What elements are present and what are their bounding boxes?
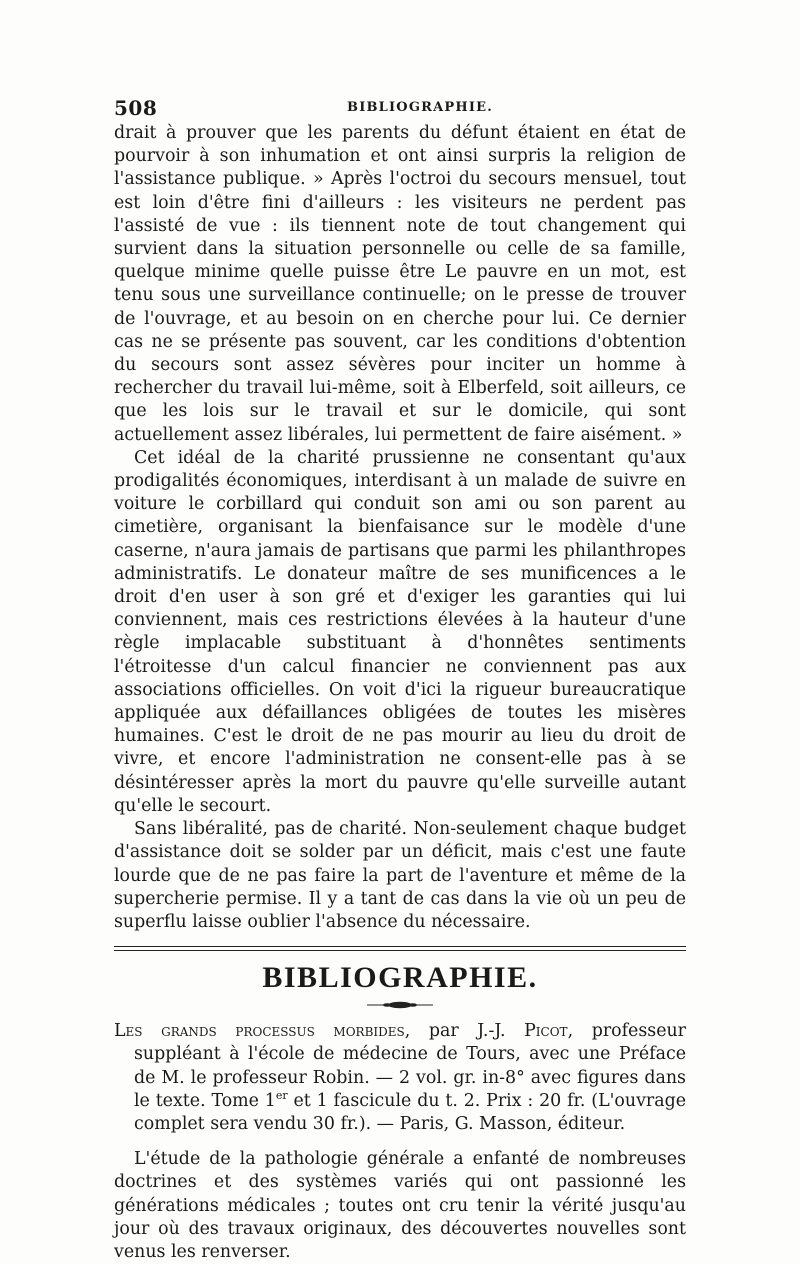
double-rule-divider	[114, 946, 686, 954]
section-title: BIBLIOGRAPHIE.	[262, 961, 538, 995]
book-title: Les grands processus morbides,	[114, 1021, 411, 1042]
running-head: BIBLIOGRAPHIE.	[347, 100, 493, 115]
rule-line-thin	[114, 950, 686, 951]
book-details-b: et 1 fascicule du t. 2. Prix : 20 fr. (L'ouvrage complet sera vendu 30 fr.). — Paris, G. Masson, éditeur.	[134, 1090, 686, 1134]
bibliography-entry	[114, 1020, 686, 1136]
author-lead: par J.-J.	[410, 1021, 525, 1042]
review-paragraph: L'étude de la pathologie générale a enfanté de nombreuses doctrines et des systèmes variés qui ont passionné les générations médicales ; toutes ont cru tenir la vérité jusqu'au jour où des travaux originaux, des découvertes nouvelles sont venus les renverser.	[114, 1149, 686, 1262]
body-paragraph-3: Sans libéralité, pas de charité. Non-seulement chaque budget d'assistance doit se solder par un déficit, mais c'est une faute lourde que de ne pas faire la part de l'aventure et même de la supercherie permise. Il y a tant de cas dans la vie où un peu de superflu laisse oublier l'absence du nécessaire.	[114, 819, 686, 932]
ornament-divider	[114, 996, 686, 1012]
body-paragraph-1: drait à prouver que les parents du défunt étaient en état de pourvoir à son inhumation et ont ainsi surpris la religion de l'assistance publique. » Après l'octroi du secours mensuel, tout est loin d'être fini d'ailleurs : les visiteurs ne perdent pas l'assisté de vue : ils tiennent note de tout changement qui survient dans la situation personnelle ou celle de sa famille, quelque minime quelle puisse être Le pauvre en un mot, est tenu sous une surveillance continuelle; on le presse de trouver de l'ouvrage, et au besoin on en cherche pour lui. Ce dernier cas ne se présente pas souvent, car les conditions d'obtention du secours sont assez sévères pour inciter un homme à rechercher du travail lui-même, soit à Elberfeld, soit ailleurs, ce que les lois sur le travail et sur le domicile, qui sont actuellement assez libérales, lui permettent de faire aisément. »	[114, 123, 686, 445]
ornament-icon	[367, 1000, 433, 1010]
tome-superscript: er	[275, 1088, 288, 1102]
page-header	[114, 96, 686, 122]
page-number: 508	[114, 96, 158, 120]
rule-line-thick	[114, 946, 686, 947]
book-details-a: , professeur suppléant à l'école de médecine de Tours, avec une Préface de M. le professeur Robin. — 2 vol. gr. in-8° avec figures dans le texte. Tome 1	[134, 1021, 686, 1111]
author-name: Picot	[524, 1021, 568, 1042]
body-paragraph-2: Cet idéal de la charité prussienne ne consentant qu'aux prodigalités économiques, interdisant à un malade de suivre en voiture le corbillard qui conduit son ami ou son parent au cimetière, organisant la bienfaisance sur le modèle d'une caserne, n'aura jamais de partisans que parmi les philanthropes administratifs. Le donateur maître de ses munificences a le droit d'en user à son gré et d'exiger les garanties qui lui conviennent, mais ces restrictions élevées à la hauteur d'une règle implacable substituant à d'honnêtes sentiments l'étroitesse d'un calcul financier ne conviennent pas aux associations officielles. On voit d'ici la rigueur bureaucratique appliquée aux défaillances obligées de toutes les misères humaines. C'est le droit de ne pas mourir au lieu du droit de vivre, et encore l'administration ne consent-elle pas à se désintéresser après la mort du pauvre qu'elle surveille autant qu'elle le secourt.	[114, 447, 686, 816]
book-page	[114, 96, 686, 1264]
